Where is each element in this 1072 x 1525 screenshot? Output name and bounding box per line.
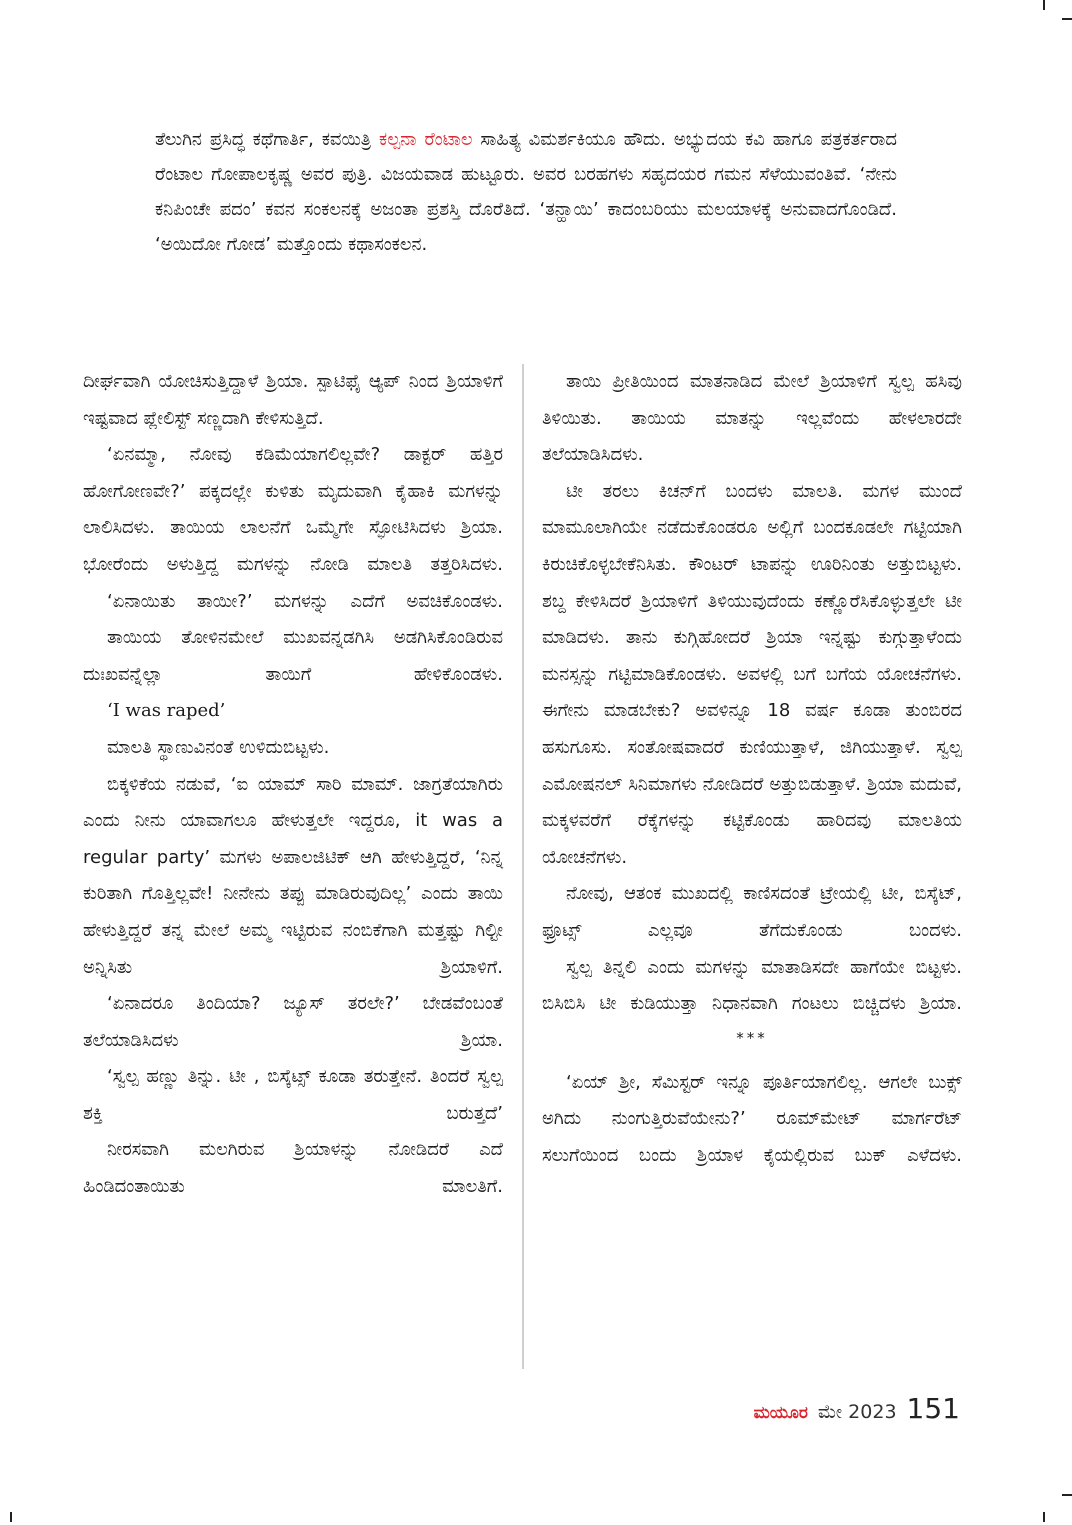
column-divider bbox=[522, 364, 524, 1369]
paragraph: ‘ಏನಾದರೂ ತಿಂದಿಯಾ? ಜ್ಯೂಸ್ ತರಲೇ?’ ಬೇಡವೆಂಬಂತೆ ತಲೆಯಾಡಿಸಿದಳು ಶ್ರಿಯಾ. bbox=[83, 993, 503, 1051]
issue-date: ಮೇ 2023 bbox=[817, 1401, 897, 1423]
paragraph: ‘ಸ್ವಲ್ಪ ಹಣ್ಣು ತಿನ್ನು. ಟೀ , ಬಿಸ್ಕೆಟ್ಸ್ ಕೂಡಾ ತರುತ್ತೇನೆ. ತಿಂದರೆ ಸ್ವಲ್ಪ ಶಕ್ತಿ ಬರುತ್ತದೆ’ bbox=[83, 1066, 503, 1124]
page-footer bbox=[754, 1392, 960, 1432]
paragraph: ‘ಏನಮ್ಮಾ, ನೋವು ಕಡಿಮೆಯಾಗಲಿಲ್ಲವೇ? ಡಾಕ್ಟರ್ ಹತ್ತಿರ ಹೋಗೋಣವೇ?’ ಪಕ್ಕದಲ್ಲೇ ಕುಳಿತು ಮೃದುವಾಗಿ ಕೈಹಾಕಿ ಮಗಳನ್ನು ಲಾಲಿಸಿದಳು. ತಾಯಿಯ ಲಾಲನೆಗೆ ಒಮ್ಮೆಗೇ ಸ್ಫೋಟಿಸಿದಳು ಶ್ರಿಯಾ. ಭೋರೆಂದು ಅಳುತ್ತಿದ್ದ ಮಗಳನ್ನು ನೋಡಿ ಮಾಲತಿ ತತ್ತರಿಸಿದಳು. bbox=[83, 444, 503, 575]
paragraph: ‘ಏನಾಯಿತು ತಾಯೀ?’ ಮಗಳನ್ನು ಎದೆಗೆ ಅವಚಿಕೊಂಡಳು. bbox=[107, 590, 503, 612]
paragraph: ‘I was raped’ bbox=[107, 700, 226, 722]
magazine-logo: ಮಯೂರ bbox=[753, 1403, 808, 1423]
story-column-left bbox=[83, 364, 503, 1206]
paragraph: ‘ಏಯ್ ಶ್ರೀ, ಸೆಮಿಸ್ಟರ್ ಇನ್ನೂ ಪೂರ್ತಿಯಾಗಲಿಲ್ಲ. ಆಗಲೇ ಬುಕ್ಸ್ ಅಗಿದು ನುಂಗುತ್ತಿರುವೆಯೇನು?’ ರೂಮ್‌ಮೇಟ್ ಮಾರ್ಗರೆಟ್ ಸಲುಗೆಯಿಂದ ಬಂದು ಶ್ರಿಯಾಳ ಕೈಯಲ್ಲಿರುವ ಬುಕ್ ಎಳೆದಳು. bbox=[542, 1071, 962, 1166]
paragraph: ತಾಯಿಯ ತೋಳಿನಮೇಲೆ ಮುಖವನ್ನಡಗಿಸಿ ಅಡಗಿಸಿಕೊಂಡಿರುವ ದುಃಖವನ್ನೆಲ್ಲಾ ತಾಯಿಗೆ ಹೇಳಿಕೊಂಡಳು. bbox=[83, 627, 503, 685]
paragraph: ನೋವು, ಆತಂಕ ಮುಖದಲ್ಲಿ ಕಾಣಿಸದಂತೆ ಟ್ರೇಯಲ್ಲಿ ಟೀ, ಬಿಸ್ಕೆಟ್, ಫ್ರೂಟ್ಸ್ ಎಲ್ಲವೂ ತೆಗೆದುಕೊಂಡು ಬಂದಳು. bbox=[542, 883, 962, 941]
section-break: *** bbox=[736, 1028, 768, 1047]
paragraph: ಟೀ ತರಲು ಕಿಚನ್‌ಗೆ ಬಂದಳು ಮಾಲತಿ. ಮಗಳ ಮುಂದೆ ಮಾಮೂಲಾಗಿಯೇ ನಡೆದುಕೊಂಡರೂ ಅಲ್ಲಿಗೆ ಬಂದಕೂಡಲೇ ಗಟ್ಟಿಯಾಗಿ ಕಿರುಚಿಕೊಳ್ಳಬೇಕೆನಿಸಿತು. ಕೌಂಟರ್ ಟಾಪನ್ನು ಊರಿನಿಂತು ಅತ್ತುಬಿಟ್ಟಳು. ಶಬ್ದ ಕೇಳಿಸಿದರೆ ಶ್ರಿಯಾಳಿಗೆ ತಿಳಿಯುವುದೆಂದು ಕಣ್ಣೊರೆಸಿಕೊಳ್ಳುತ್ತಲೇ ಟೀ ಮಾಡಿದಳು. ತಾನು ಕುಗ್ಗಿಹೋದರೆ ಶ್ರಿಯಾ ಇನ್ನಷ್ಟು ಕುಗ್ಗುತ್ತಾಳೆಂದು ಮನಸ್ಸನ್ನು ಗಟ್ಟಿಮಾಡಿಕೊಂಡಳು. ಅವಳಲ್ಲಿ ಬಗೆ ಬಗೆಯ ಯೋಚನೆಗಳು. ಈಗೇನು ಮಾಡಬೇಕು? ಅವಳಿನ್ನೂ 18 ವರ್ಷ ಕೂಡಾ ತುಂಬಿರದ ಹಸುಗೂಸು. ಸಂತೋಷವಾದರೆ ಕುಣಿಯುತ್ತಾಳೆ, ಜಿಗಿಯುತ್ತಾಳೆ. ಸ್ವಲ್ಪ ಎಮೋಷನಲ್ ಸಿನಿಮಾಗಳು ನೋಡಿದರೆ ಅತ್ತುಬಿಡುತ್ತಾಳೆ. ಶ್ರಿಯಾ ಮದುವೆ, ಮಕ್ಕಳವರೆಗೆ ರೆಕ್ಕೆಗಳನ್ನು ಕಟ್ಟಿಕೊಂಡು ಹಾರಿದವು ಮಾಲತಿಯ ಯೋಚನೆಗಳು. bbox=[542, 480, 962, 868]
bio-text-rest: ಸಾಹಿತ್ಯ ವಿಮರ್ಶಕಿಯೂ ಹೌದು. ಅಭ್ಯುದಯ ಕವಿ ಹಾಗೂ ಪತ್ರಕರ್ತರಾದ ರೆಂಟಾಲ ಗೋಪಾಲಕೃಷ್ಣ ಅವರ ಪುತ್ರಿ. ವಿಜಯವಾಡ ಹುಟ್ಟೂರು. ಅವರ ಬರಹಗಳು ಸಹೃದಯರ ಗಮನ ಸೆಳೆಯುವಂತಿವೆ. ‘ನೇನು ಕನಿಪಿಂಚೇ ಪದಂ’ ಕವನ ಸಂಕಲನಕ್ಕೆ ಅಜಂತಾ ಪ್ರಶಸ್ತಿ ದೊರೆತಿದೆ. ‘ತನ್ಹಾಯಿ’ ಕಾದಂಬರಿಯು ಮಲಯಾಳಕ್ಕೆ ಅನುವಾದಗೊಂಡಿದೆ. ‘ಅಯಿದೋ ಗೋಡ’ ಮತ್ತೊಂದು ಕಥಾಸಂಕಲನ. bbox=[155, 129, 897, 255]
crop-mark bbox=[1043, 1512, 1045, 1522]
author-bio bbox=[155, 122, 897, 262]
story-column-right bbox=[542, 364, 962, 1174]
crop-mark bbox=[1062, 1494, 1072, 1496]
crop-mark bbox=[10, 1512, 12, 1522]
paragraph: ನೀರಸವಾಗಿ ಮಲಗಿರುವ ಶ್ರಿಯಾಳನ್ನು ನೋಡಿದರೆ ಎದೆ ಹಿಂಡಿದಂತಾಯಿತು ಮಾಲತಿಗೆ. bbox=[83, 1139, 503, 1198]
crop-mark bbox=[1062, 18, 1072, 20]
paragraph: ದೀರ್ಘವಾಗಿ ಯೋಚಿಸುತ್ತಿದ್ದಾಳೆ ಶ್ರಿಯಾ. ಸ್ಪಾಟಿಫೈ ಆ್ಯಪ್ ನಿಂದ ಶ್ರಿಯಾಳಿಗೆ ಇಷ್ಟವಾದ ಪ್ಲೇಲಿಸ್ಟ್ ಸಣ್ಣದಾಗಿ ಕೇಳಿಸುತ್ತಿದೆ. bbox=[83, 371, 503, 429]
paragraph: ಮಾಲತಿ ಸ್ಥಾಣುವಿನಂತೆ ಉಳಿದುಬಿಟ್ಟಳು. bbox=[107, 736, 330, 758]
author-name: ಕಲ್ಪನಾ ರೆಂಟಾಲ bbox=[379, 129, 473, 150]
bio-text-start: ತೆಲುಗಿನ ಪ್ರಸಿದ್ಧ ಕಥೆಗಾರ್ತಿ, ಕವಯಿತ್ರಿ bbox=[155, 129, 380, 150]
paragraph: ಬಿಕ್ಕಳಿಕೆಯ ನಡುವೆ, ‘ಐ ಯಾಮ್ ಸಾರಿ ಮಾಮ್. ಜಾಗ್ರತೆಯಾಗಿರು ಎಂದು ನೀನು ಯಾವಾಗಲೂ ಹೇಳುತ್ತಲೇ ಇದ್ದರೂ, it was a regular party’ ಮಗಳು ಅಪಾಲಜಿಟಿಕ್ ಆಗಿ ಹೇಳುತ್ತಿದ್ದರೆ, ‘ನಿನ್ನ ಕುರಿತಾಗಿ ಗೊತ್ತಿಲ್ಲವೇ! ನೀನೇನು ತಪ್ಪು ಮಾಡಿರುವುದಿಲ್ಲ’ ಎಂದು ತಾಯಿ ಹೇಳುತ್ತಿದ್ದರೆ ತನ್ನ ಮೇಲೆ ಅಮ್ಮ ಇಟ್ಟಿರುವ ನಂಬಿಕೆಗಾಗಿ ಮತ್ತಷ್ಟು ಗಿಲ್ಟೀ ಅನ್ನಿಸಿತು ಶ್ರಿಯಾಳಿಗೆ. bbox=[83, 773, 503, 978]
page-number: 151 bbox=[906, 1392, 960, 1425]
crop-mark bbox=[1043, 0, 1045, 10]
paragraph: ಸ್ವಲ್ಪ ತಿನ್ನಲಿ ಎಂದು ಮಗಳನ್ನು ಮಾತಾಡಿಸದೇ ಹಾಗೆಯೇ ಬಿಟ್ಟಳು. ಬಿಸಿಬಿಸಿ ಟೀ ಕುಡಿಯುತ್ತಾ ನಿಧಾನವಾಗಿ ಗಂಟಲು ಬಿಚ್ಚಿದಳು ಶ್ರಿಯಾ. bbox=[542, 956, 962, 1015]
paragraph: ತಾಯಿ ಪ್ರೀತಿಯಿಂದ ಮಾತನಾಡಿದ ಮೇಲೆ ಶ್ರಿಯಾಳಿಗೆ ಸ್ವಲ್ಪ ಹಸಿವು ತಿಳಿಯಿತು. ತಾಯಿಯ ಮಾತನ್ನು ಇಲ್ಲವೆಂದು ಹೇಳಲಾರದೇ ತಲೆಯಾಡಿಸಿದಳು. bbox=[542, 371, 962, 466]
